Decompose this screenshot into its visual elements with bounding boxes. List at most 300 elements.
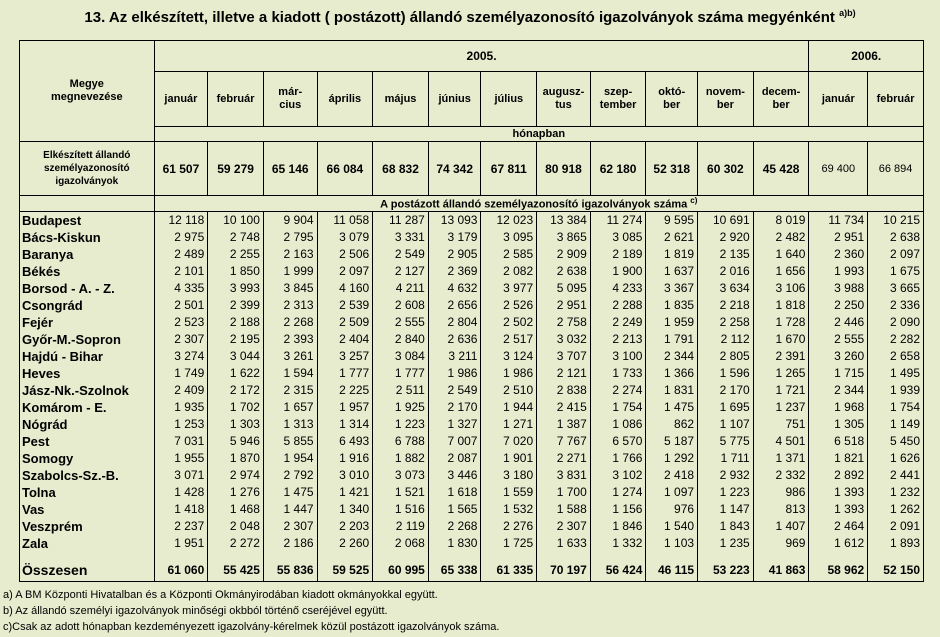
table-cell: 1 951 xyxy=(154,535,208,552)
month-header-text: ber xyxy=(772,99,790,111)
footnote: b) Az állandó személyi igazolványok minőségi okbból történő cseréjével együtt. xyxy=(3,605,388,617)
table-cell: 1 925 xyxy=(373,399,429,416)
table-cell: 1 622 xyxy=(208,365,264,382)
month-header-text: tember xyxy=(599,99,637,111)
table-cell: 1 271 xyxy=(481,416,537,433)
table-cell: 1 640 xyxy=(753,246,809,263)
table-cell: 3 865 xyxy=(537,229,591,246)
table-cell: 1 292 xyxy=(646,450,698,467)
table-cell: 1 955 xyxy=(154,450,208,467)
table-cell: 3 845 xyxy=(263,280,317,297)
table-cell: 2 087 xyxy=(428,450,481,467)
table-cell: 1 830 xyxy=(428,535,481,552)
table-cell: 1 733 xyxy=(590,365,646,382)
table-cell: 1 332 xyxy=(590,535,646,552)
table-cell: 2 186 xyxy=(263,535,317,552)
table-cell: 1 846 xyxy=(590,518,646,535)
month-header xyxy=(646,72,698,127)
table-cell: 3 124 xyxy=(481,348,537,365)
total-label: Összesen xyxy=(20,559,155,582)
table-cell: 4 335 xyxy=(154,280,208,297)
spacer-cell xyxy=(590,552,646,559)
table-cell: 1 721 xyxy=(753,382,809,399)
table-cell: 3 367 xyxy=(646,280,698,297)
table-cell: 2 213 xyxy=(590,331,646,348)
month-header xyxy=(263,72,317,127)
table-cell: 2 555 xyxy=(373,314,429,331)
table-cell: 1 253 xyxy=(154,416,208,433)
table-cell: 11 287 xyxy=(373,211,429,229)
table-cell: 1 626 xyxy=(868,450,924,467)
table-cell: 1 393 xyxy=(809,484,868,501)
table-cell: 2 517 xyxy=(481,331,537,348)
table-cell: 3 106 xyxy=(753,280,809,297)
table-cell: 1 421 xyxy=(317,484,373,501)
table-cell: 6 518 xyxy=(809,433,868,450)
county-header-line: megnevezése xyxy=(51,91,123,103)
table-cell: 1 532 xyxy=(481,501,537,518)
table-cell: 3 257 xyxy=(317,348,373,365)
table-row xyxy=(20,399,924,416)
table-cell: 2 441 xyxy=(868,467,924,484)
table-cell: 1 766 xyxy=(590,450,646,467)
table-cell: 2 344 xyxy=(646,348,698,365)
table-cell: 2 932 xyxy=(698,467,754,484)
total-cell: 55 836 xyxy=(263,559,317,582)
table-cell: 3 180 xyxy=(481,467,537,484)
table-cell: 2 795 xyxy=(263,229,317,246)
spacer-cell xyxy=(428,552,481,559)
table-cell: 2 313 xyxy=(263,297,317,314)
table-cell: 1 818 xyxy=(753,297,809,314)
table-title xyxy=(0,8,940,26)
table-cell: 1 675 xyxy=(868,263,924,280)
table-cell: 9 904 xyxy=(263,211,317,229)
posted-section-header xyxy=(154,196,923,212)
produced-cell: 66 894 xyxy=(868,142,924,196)
table-cell: 2 307 xyxy=(263,518,317,535)
table-cell: 2 464 xyxy=(809,518,868,535)
table-cell: 1 968 xyxy=(809,399,868,416)
table-cell: 1 695 xyxy=(698,399,754,416)
table-cell: 1 986 xyxy=(481,365,537,382)
table-cell: 1 850 xyxy=(208,263,264,280)
month-header xyxy=(428,72,481,127)
table-cell: 2 409 xyxy=(154,382,208,399)
county-name: Komárom - E. xyxy=(20,399,155,416)
posted-footnote-mark: c) xyxy=(690,196,698,205)
month-header xyxy=(373,72,429,127)
produced-cell: 61 507 xyxy=(154,142,208,196)
month-header-text: ber xyxy=(716,99,734,111)
table-cell: 3 665 xyxy=(868,280,924,297)
table-cell: 13 384 xyxy=(537,211,591,229)
table-cell: 2 336 xyxy=(868,297,924,314)
footnote: a) A BM Központi Hivatalban és a Központi Okmányirodában kiadott okmányokkal együtt. xyxy=(3,589,438,601)
table-cell: 2 369 xyxy=(428,263,481,280)
table-cell: 2 658 xyxy=(868,348,924,365)
table-cell: 2 121 xyxy=(537,365,591,382)
table-cell: 1 495 xyxy=(868,365,924,382)
table-row xyxy=(20,450,924,467)
table-cell: 1 097 xyxy=(646,484,698,501)
table-cell: 3 988 xyxy=(809,280,868,297)
table-cell: 3 179 xyxy=(428,229,481,246)
table-cell: 1 327 xyxy=(428,416,481,433)
county-name: Somogy xyxy=(20,450,155,467)
table-cell: 2 260 xyxy=(317,535,373,552)
total-cell: 61 060 xyxy=(154,559,208,582)
table-cell: 1 147 xyxy=(698,501,754,518)
produced-cell: 59 279 xyxy=(208,142,264,196)
table-cell: 2 016 xyxy=(698,263,754,280)
table-cell: 1 588 xyxy=(537,501,591,518)
produced-cell: 62 180 xyxy=(590,142,646,196)
spacer-cell xyxy=(698,552,754,559)
table-cell: 1 559 xyxy=(481,484,537,501)
table-cell: 1 657 xyxy=(263,399,317,416)
county-name: Békés xyxy=(20,263,155,280)
table-cell: 2 804 xyxy=(428,314,481,331)
table-cell: 2 112 xyxy=(698,331,754,348)
table-cell: 3 446 xyxy=(428,467,481,484)
total-cell: 65 338 xyxy=(428,559,481,582)
table-cell: 4 233 xyxy=(590,280,646,297)
table-cell: 1 843 xyxy=(698,518,754,535)
table-cell: 4 160 xyxy=(317,280,373,297)
table-cell: 813 xyxy=(753,501,809,518)
table-cell: 2 255 xyxy=(208,246,264,263)
month-header xyxy=(208,72,264,127)
table-cell: 5 855 xyxy=(263,433,317,450)
table-cell: 3 260 xyxy=(809,348,868,365)
month-header xyxy=(154,72,208,127)
table-cell: 11 058 xyxy=(317,211,373,229)
produced-cell: 52 318 xyxy=(646,142,698,196)
table-cell: 2 203 xyxy=(317,518,373,535)
produced-label-line: igazolványok xyxy=(55,176,119,187)
county-column-header xyxy=(20,41,155,142)
table-cell: 1 916 xyxy=(317,450,373,467)
table-cell: 1 957 xyxy=(317,399,373,416)
produced-cell: 60 302 xyxy=(698,142,754,196)
table-cell: 1 612 xyxy=(809,535,868,552)
table-cell: 1 103 xyxy=(646,535,698,552)
table-cell: 1 944 xyxy=(481,399,537,416)
spacer-cell xyxy=(753,552,809,559)
table-cell: 2 163 xyxy=(263,246,317,263)
table-cell: 3 211 xyxy=(428,348,481,365)
table-cell: 3 102 xyxy=(590,467,646,484)
table-cell: 2 446 xyxy=(809,314,868,331)
produced-cell: 45 428 xyxy=(753,142,809,196)
table-cell: 3 977 xyxy=(481,280,537,297)
table-cell: 1 303 xyxy=(208,416,264,433)
year-2005-header: 2005. xyxy=(154,41,809,72)
county-name: Budapest xyxy=(20,211,155,229)
table-row xyxy=(20,229,924,246)
table-cell: 2 920 xyxy=(698,229,754,246)
month-header-text: novem- xyxy=(705,86,745,98)
total-cell: 41 863 xyxy=(753,559,809,582)
county-header-line: Megye xyxy=(69,78,104,90)
table-cell: 2 360 xyxy=(809,246,868,263)
county-name: Heves xyxy=(20,365,155,382)
table-cell: 2 391 xyxy=(753,348,809,365)
table-row xyxy=(20,535,924,552)
table-cell: 4 211 xyxy=(373,280,429,297)
produced-label-line: Elkészített állandó xyxy=(43,150,131,161)
table-cell: 2 892 xyxy=(809,467,868,484)
table-cell: 9 595 xyxy=(646,211,698,229)
table-cell: 2 638 xyxy=(868,229,924,246)
table-cell: 2 502 xyxy=(481,314,537,331)
spacer-cell xyxy=(208,552,264,559)
table-cell: 2 097 xyxy=(317,263,373,280)
total-cell: 70 197 xyxy=(537,559,591,582)
table-cell: 1 447 xyxy=(263,501,317,518)
table-cell: 3 084 xyxy=(373,348,429,365)
table-cell: 1 633 xyxy=(537,535,591,552)
table-cell: 1 618 xyxy=(428,484,481,501)
month-header-text: január xyxy=(821,92,855,105)
table-row xyxy=(20,280,924,297)
county-name: Tolna xyxy=(20,484,155,501)
county-name: Vas xyxy=(20,501,155,518)
table-cell: 2 048 xyxy=(208,518,264,535)
table-cell: 1 540 xyxy=(646,518,698,535)
table-cell: 7 031 xyxy=(154,433,208,450)
county-name: Nógrád xyxy=(20,416,155,433)
title-footnote-mark: a)b) xyxy=(839,8,856,18)
table-cell: 1 086 xyxy=(590,416,646,433)
month-header-text: októ- xyxy=(658,86,686,98)
table-cell: 2 195 xyxy=(208,331,264,348)
table-row xyxy=(20,416,924,433)
table-cell: 2 506 xyxy=(317,246,373,263)
table-cell: 1 149 xyxy=(868,416,924,433)
table-cell: 2 068 xyxy=(373,535,429,552)
table-cell: 2 748 xyxy=(208,229,264,246)
table-cell: 2 097 xyxy=(868,246,924,263)
table-cell: 2 225 xyxy=(317,382,373,399)
total-cell: 60 995 xyxy=(373,559,429,582)
county-name: Baranya xyxy=(20,246,155,263)
table-cell: 2 268 xyxy=(428,518,481,535)
table-cell: 1 516 xyxy=(373,501,429,518)
county-name: Fejér xyxy=(20,314,155,331)
total-cell: 58 962 xyxy=(809,559,868,582)
table-cell: 3 100 xyxy=(590,348,646,365)
month-header-text: május xyxy=(384,92,417,105)
table-cell: 1 340 xyxy=(317,501,373,518)
table-cell: 2 792 xyxy=(263,467,317,484)
month-header xyxy=(590,72,646,127)
month-header xyxy=(868,72,924,127)
table-cell: 2 621 xyxy=(646,229,698,246)
table-cell: 2 951 xyxy=(809,229,868,246)
month-header-text: decem- xyxy=(761,86,801,98)
table-cell: 2 188 xyxy=(208,314,264,331)
table-cell: 2 549 xyxy=(373,246,429,263)
table-cell: 1 371 xyxy=(753,450,809,467)
table-cell: 3 032 xyxy=(537,331,591,348)
table-cell: 969 xyxy=(753,535,809,552)
produced-cell: 68 832 xyxy=(373,142,429,196)
table-cell: 1 107 xyxy=(698,416,754,433)
table-cell: 1 314 xyxy=(317,416,373,433)
table-cell: 1 565 xyxy=(428,501,481,518)
total-cell: 52 150 xyxy=(868,559,924,582)
table-cell: 2 905 xyxy=(428,246,481,263)
table-row xyxy=(20,263,924,280)
posted-header-text: A postázott állandó személyazonosító igazolványok száma xyxy=(380,198,688,211)
table-cell: 3 261 xyxy=(263,348,317,365)
table-cell: 3 331 xyxy=(373,229,429,246)
table-cell: 1 935 xyxy=(154,399,208,416)
month-header-text: augusz- xyxy=(542,86,585,98)
produced-cell: 80 918 xyxy=(537,142,591,196)
month-header xyxy=(481,72,537,127)
table-cell: 5 946 xyxy=(208,433,264,450)
spacer-row xyxy=(20,552,924,559)
table-cell: 3 993 xyxy=(208,280,264,297)
table-cell: 1 475 xyxy=(646,399,698,416)
table-cell: 1 223 xyxy=(698,484,754,501)
table-cell: 2 268 xyxy=(263,314,317,331)
table-cell: 1 156 xyxy=(590,501,646,518)
table-cell: 2 170 xyxy=(428,399,481,416)
table-cell: 3 044 xyxy=(208,348,264,365)
month-header-text: február xyxy=(216,92,255,105)
table-cell: 2 501 xyxy=(154,297,208,314)
data-table xyxy=(19,40,924,582)
total-row xyxy=(20,559,924,582)
table-cell: 2 840 xyxy=(373,331,429,348)
spacer-cell xyxy=(20,552,155,559)
total-cell: 56 424 xyxy=(590,559,646,582)
table-cell: 2 393 xyxy=(263,331,317,348)
county-name: Zala xyxy=(20,535,155,552)
table-cell: 1 831 xyxy=(646,382,698,399)
table-cell: 2 272 xyxy=(208,535,264,552)
table-cell: 1 711 xyxy=(698,450,754,467)
table-cell: 1 819 xyxy=(646,246,698,263)
table-cell: 4 501 xyxy=(753,433,809,450)
produced-cell: 67 811 xyxy=(481,142,537,196)
table-cell: 1 702 xyxy=(208,399,264,416)
county-name: Hajdú - Bihar xyxy=(20,348,155,365)
table-cell: 1 999 xyxy=(263,263,317,280)
table-cell: 3 831 xyxy=(537,467,591,484)
table-cell: 2 237 xyxy=(154,518,208,535)
total-cell: 46 115 xyxy=(646,559,698,582)
table-cell: 10 215 xyxy=(868,211,924,229)
table-cell: 5 095 xyxy=(537,280,591,297)
table-cell: 1 754 xyxy=(868,399,924,416)
table-cell: 1 791 xyxy=(646,331,698,348)
table-cell: 13 093 xyxy=(428,211,481,229)
table-cell: 2 170 xyxy=(698,382,754,399)
county-name: Bács-Kiskun xyxy=(20,229,155,246)
county-name: Borsod - A. - Z. xyxy=(20,280,155,297)
table-cell: 1 959 xyxy=(646,314,698,331)
table-cell: 2 636 xyxy=(428,331,481,348)
table-cell: 2 189 xyxy=(590,246,646,263)
produced-cell: 69 400 xyxy=(809,142,868,196)
footnotes xyxy=(3,587,499,635)
table-cell: 2 344 xyxy=(809,382,868,399)
table-cell: 3 707 xyxy=(537,348,591,365)
table-cell: 1 387 xyxy=(537,416,591,433)
produced-label-line: személyazonosító xyxy=(44,163,130,174)
spacer-cell xyxy=(481,552,537,559)
table-cell: 1 777 xyxy=(317,365,373,382)
table-cell: 6 493 xyxy=(317,433,373,450)
table-cell: 976 xyxy=(646,501,698,518)
table-cell: 1 265 xyxy=(753,365,809,382)
table-cell: 7 020 xyxy=(481,433,537,450)
table-row xyxy=(20,518,924,535)
table-cell: 5 450 xyxy=(868,433,924,450)
table-cell: 2 526 xyxy=(481,297,537,314)
table-cell: 1 835 xyxy=(646,297,698,314)
table-row xyxy=(20,331,924,348)
table-cell: 1 637 xyxy=(646,263,698,280)
table-cell: 2 758 xyxy=(537,314,591,331)
table-cell: 3 095 xyxy=(481,229,537,246)
table-cell: 2 555 xyxy=(809,331,868,348)
table-cell: 2 119 xyxy=(373,518,429,535)
table-cell: 10 691 xyxy=(698,211,754,229)
table-cell: 1 700 xyxy=(537,484,591,501)
table-cell: 2 172 xyxy=(208,382,264,399)
table-cell: 12 023 xyxy=(481,211,537,229)
table-cell: 5 187 xyxy=(646,433,698,450)
table-cell: 1 656 xyxy=(753,263,809,280)
produced-cell: 66 084 xyxy=(317,142,373,196)
table-cell: 1 939 xyxy=(868,382,924,399)
table-cell: 1 749 xyxy=(154,365,208,382)
table-cell: 2 523 xyxy=(154,314,208,331)
table-cell: 1 893 xyxy=(868,535,924,552)
table-cell: 1 237 xyxy=(753,399,809,416)
table-cell: 3 071 xyxy=(154,467,208,484)
table-cell: 1 715 xyxy=(809,365,868,382)
table-cell: 2 510 xyxy=(481,382,537,399)
county-name: Győr-M.-Sopron xyxy=(20,331,155,348)
table-row xyxy=(20,297,924,314)
table-cell: 1 594 xyxy=(263,365,317,382)
spacer-cell xyxy=(868,552,924,559)
table-cell: 1 235 xyxy=(698,535,754,552)
county-name: Szabolcs-Sz.-B. xyxy=(20,467,155,484)
table-cell: 2 090 xyxy=(868,314,924,331)
total-cell: 59 525 xyxy=(317,559,373,582)
month-header-text: április xyxy=(328,92,362,105)
produced-row-label xyxy=(20,142,155,196)
table-cell: 2 509 xyxy=(317,314,373,331)
table-cell: 12 118 xyxy=(154,211,208,229)
month-header-text: tus xyxy=(555,99,572,111)
table-cell: 4 632 xyxy=(428,280,481,297)
table-cell: 1 393 xyxy=(809,501,868,518)
county-name: Jász-Nk.-Szolnok xyxy=(20,382,155,399)
table-cell: 1 754 xyxy=(590,399,646,416)
table-row xyxy=(20,246,924,263)
table-cell: 751 xyxy=(753,416,809,433)
table-cell: 2 909 xyxy=(537,246,591,263)
